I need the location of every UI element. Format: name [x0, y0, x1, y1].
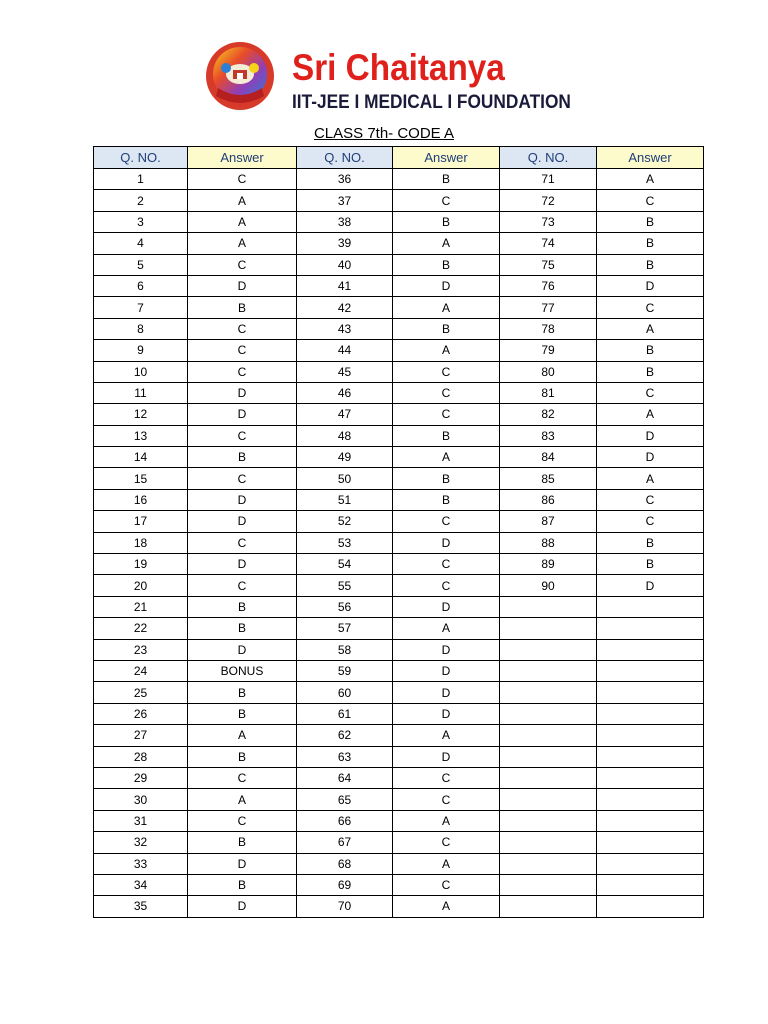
question-number-cell: 85 [500, 468, 597, 489]
table-row [94, 725, 704, 746]
table-row [94, 211, 704, 232]
answer-cell: B [188, 297, 297, 318]
table-row [94, 703, 704, 724]
answer-cell: A [393, 297, 500, 318]
answer-cell: D [393, 275, 500, 296]
question-number-cell [500, 874, 597, 895]
answer-cell: D [188, 853, 297, 874]
question-number-cell: 32 [94, 832, 188, 853]
answer-cell: C [393, 511, 500, 532]
answer-cell: C [188, 575, 297, 596]
question-number-cell: 30 [94, 789, 188, 810]
table-row [94, 169, 704, 190]
question-number-cell: 46 [297, 382, 393, 403]
question-number-cell [500, 703, 597, 724]
sri-chaitanya-logo-icon [204, 40, 276, 112]
table-row [94, 896, 704, 917]
answer-cell: C [597, 511, 704, 532]
column-header-qno: Q. NO. [500, 147, 597, 169]
answer-cell: D [393, 746, 500, 767]
answer-cell: A [393, 896, 500, 917]
question-number-cell: 60 [297, 682, 393, 703]
question-number-cell [500, 810, 597, 831]
answer-cell: C [393, 832, 500, 853]
question-number-cell: 38 [297, 211, 393, 232]
answer-cell: C [393, 789, 500, 810]
brand-name: Sri Chaitanya [292, 47, 505, 88]
question-number-cell: 81 [500, 382, 597, 403]
question-number-cell: 25 [94, 682, 188, 703]
question-number-cell: 87 [500, 511, 597, 532]
answer-cell: D [597, 447, 704, 468]
question-number-cell [500, 789, 597, 810]
question-number-cell: 70 [297, 896, 393, 917]
question-number-cell: 45 [297, 361, 393, 382]
question-number-cell: 7 [94, 297, 188, 318]
question-number-cell: 16 [94, 489, 188, 510]
question-number-cell: 88 [500, 532, 597, 553]
table-header [94, 147, 704, 169]
answer-cell: A [597, 404, 704, 425]
question-number-cell: 42 [297, 297, 393, 318]
question-number-cell: 57 [297, 618, 393, 639]
answer-cell: B [597, 340, 704, 361]
question-number-cell: 72 [500, 190, 597, 211]
answer-cell: B [393, 425, 500, 446]
question-number-cell: 54 [297, 554, 393, 575]
answer-cell: C [188, 767, 297, 788]
table-row [94, 767, 704, 788]
question-number-cell: 65 [297, 789, 393, 810]
question-number-cell: 43 [297, 318, 393, 339]
answer-cell [597, 896, 704, 917]
table-row [94, 832, 704, 853]
answer-cell: C [188, 169, 297, 190]
question-number-cell: 33 [94, 853, 188, 874]
question-number-cell: 84 [500, 447, 597, 468]
answer-cell [597, 703, 704, 724]
question-number-cell: 4 [94, 233, 188, 254]
column-header-answer: Answer [188, 147, 297, 169]
question-number-cell: 69 [297, 874, 393, 895]
question-number-cell: 80 [500, 361, 597, 382]
table-row [94, 532, 704, 553]
question-number-cell: 37 [297, 190, 393, 211]
question-number-cell: 39 [297, 233, 393, 254]
question-number-cell: 11 [94, 382, 188, 403]
answer-cell [597, 810, 704, 831]
answer-cell: B [597, 211, 704, 232]
answer-cell [597, 682, 704, 703]
column-header-answer: Answer [597, 147, 704, 169]
question-number-cell: 56 [297, 596, 393, 617]
page-title-text: CLASS 7th- CODE A [313, 125, 455, 142]
answer-cell: C [393, 190, 500, 211]
answer-cell [597, 832, 704, 853]
question-number-cell: 51 [297, 489, 393, 510]
answer-cell: B [188, 682, 297, 703]
question-number-cell: 68 [297, 853, 393, 874]
table-row [94, 340, 704, 361]
answer-cell [597, 660, 704, 681]
table-row [94, 361, 704, 382]
answer-cell: C [393, 382, 500, 403]
question-number-cell: 41 [297, 275, 393, 296]
question-number-cell [500, 618, 597, 639]
table-row [94, 810, 704, 831]
answer-cell: B [393, 318, 500, 339]
question-number-cell: 74 [500, 233, 597, 254]
table-row [94, 639, 704, 660]
table-row [94, 447, 704, 468]
question-number-cell [500, 639, 597, 660]
question-number-cell: 48 [297, 425, 393, 446]
answer-cell: C [597, 297, 704, 318]
answer-cell [597, 853, 704, 874]
question-number-cell: 62 [297, 725, 393, 746]
answer-cell: D [597, 575, 704, 596]
question-number-cell [500, 682, 597, 703]
answer-cell: D [597, 275, 704, 296]
question-number-cell [500, 767, 597, 788]
page-title [0, 124, 768, 144]
table-row [94, 575, 704, 596]
answer-cell [597, 618, 704, 639]
question-number-cell: 44 [297, 340, 393, 361]
table-row [94, 233, 704, 254]
answer-cell: C [188, 425, 297, 446]
question-number-cell: 58 [297, 639, 393, 660]
table-row [94, 511, 704, 532]
answer-cell: B [393, 468, 500, 489]
question-number-cell: 14 [94, 447, 188, 468]
answer-cell: D [188, 489, 297, 510]
question-number-cell: 78 [500, 318, 597, 339]
question-number-cell: 63 [297, 746, 393, 767]
column-header-answer: Answer [393, 147, 500, 169]
question-number-cell: 73 [500, 211, 597, 232]
table-row [94, 682, 704, 703]
table-row [94, 554, 704, 575]
answer-cell: C [188, 532, 297, 553]
question-number-cell: 17 [94, 511, 188, 532]
answer-cell: B [597, 554, 704, 575]
question-number-cell: 22 [94, 618, 188, 639]
answer-cell: A [393, 618, 500, 639]
table-row [94, 660, 704, 681]
table-row [94, 853, 704, 874]
answer-cell: B [188, 832, 297, 853]
table-row [94, 596, 704, 617]
question-number-cell: 8 [94, 318, 188, 339]
question-number-cell: 24 [94, 660, 188, 681]
question-number-cell: 50 [297, 468, 393, 489]
question-number-cell: 2 [94, 190, 188, 211]
answer-cell: A [393, 810, 500, 831]
question-number-cell: 6 [94, 275, 188, 296]
answer-cell [597, 874, 704, 895]
answer-cell [597, 596, 704, 617]
answer-cell: C [393, 554, 500, 575]
answer-cell: A [188, 233, 297, 254]
question-number-cell: 12 [94, 404, 188, 425]
question-number-cell: 79 [500, 340, 597, 361]
answer-cell: D [188, 511, 297, 532]
answer-cell: B [188, 447, 297, 468]
question-number-cell: 23 [94, 639, 188, 660]
question-number-cell: 71 [500, 169, 597, 190]
answer-cell: D [597, 425, 704, 446]
answer-cell: D [188, 554, 297, 575]
question-number-cell [500, 896, 597, 917]
question-number-cell [500, 596, 597, 617]
table-row [94, 318, 704, 339]
answer-cell: A [393, 233, 500, 254]
question-number-cell: 77 [500, 297, 597, 318]
question-number-cell: 66 [297, 810, 393, 831]
answer-cell: A [188, 725, 297, 746]
answer-cell: C [393, 361, 500, 382]
answer-cell: A [188, 211, 297, 232]
answer-cell: B [393, 169, 500, 190]
answer-cell: A [393, 853, 500, 874]
question-number-cell: 28 [94, 746, 188, 767]
question-number-cell: 76 [500, 275, 597, 296]
question-number-cell: 82 [500, 404, 597, 425]
table-row [94, 874, 704, 895]
answer-cell: B [393, 489, 500, 510]
question-number-cell: 21 [94, 596, 188, 617]
question-number-cell: 15 [94, 468, 188, 489]
answer-key-table [93, 146, 704, 918]
question-number-cell: 49 [297, 447, 393, 468]
answer-cell: C [393, 404, 500, 425]
table-row [94, 468, 704, 489]
question-number-cell: 52 [297, 511, 393, 532]
answer-cell: B [188, 874, 297, 895]
answer-cell: D [188, 639, 297, 660]
answer-cell [597, 789, 704, 810]
answer-cell: B [597, 233, 704, 254]
answer-cell: D [393, 703, 500, 724]
question-number-cell: 86 [500, 489, 597, 510]
answer-cell: A [597, 169, 704, 190]
answer-cell: A [188, 190, 297, 211]
answer-cell: A [393, 725, 500, 746]
question-number-cell: 18 [94, 532, 188, 553]
answer-cell: D [188, 404, 297, 425]
answer-cell: B [188, 618, 297, 639]
question-number-cell: 27 [94, 725, 188, 746]
answer-cell: D [393, 639, 500, 660]
answer-cell: C [188, 254, 297, 275]
answer-cell: D [393, 532, 500, 553]
question-number-cell: 26 [94, 703, 188, 724]
table-row [94, 789, 704, 810]
question-number-cell: 61 [297, 703, 393, 724]
table-row [94, 746, 704, 767]
answer-cell: A [188, 789, 297, 810]
question-number-cell: 67 [297, 832, 393, 853]
table-row [94, 297, 704, 318]
question-number-cell: 53 [297, 532, 393, 553]
question-number-cell [500, 660, 597, 681]
answer-cell: C [597, 190, 704, 211]
table-row [94, 254, 704, 275]
header [200, 38, 580, 118]
answer-cell: D [393, 682, 500, 703]
answer-cell [597, 767, 704, 788]
question-number-cell [500, 832, 597, 853]
table-row [94, 190, 704, 211]
answer-cell: B [597, 254, 704, 275]
answer-cell: B [188, 703, 297, 724]
answer-cell [597, 639, 704, 660]
answer-cell: C [393, 767, 500, 788]
question-number-cell: 75 [500, 254, 597, 275]
question-number-cell: 9 [94, 340, 188, 361]
answer-cell: A [393, 340, 500, 361]
answer-cell: D [393, 596, 500, 617]
table-row [94, 618, 704, 639]
question-number-cell: 47 [297, 404, 393, 425]
answer-cell: C [393, 575, 500, 596]
answer-cell: D [188, 382, 297, 403]
answer-cell: C [597, 489, 704, 510]
table-row [94, 404, 704, 425]
question-number-cell: 3 [94, 211, 188, 232]
answer-cell: D [188, 275, 297, 296]
answer-cell: C [188, 318, 297, 339]
table-row [94, 382, 704, 403]
header-row [94, 147, 704, 169]
question-number-cell: 13 [94, 425, 188, 446]
answer-cell: B [393, 254, 500, 275]
answer-cell: C [597, 382, 704, 403]
question-number-cell: 34 [94, 874, 188, 895]
answer-cell: B [188, 746, 297, 767]
question-number-cell [500, 853, 597, 874]
table-body [94, 169, 704, 918]
answer-cell: C [188, 468, 297, 489]
answer-cell [597, 746, 704, 767]
question-number-cell: 19 [94, 554, 188, 575]
table-row [94, 275, 704, 296]
answer-cell: C [188, 810, 297, 831]
question-number-cell: 89 [500, 554, 597, 575]
question-number-cell [500, 725, 597, 746]
answer-cell: D [393, 660, 500, 681]
question-number-cell: 36 [297, 169, 393, 190]
table-row [94, 489, 704, 510]
column-header-qno: Q. NO. [94, 147, 188, 169]
question-number-cell: 55 [297, 575, 393, 596]
question-number-cell: 10 [94, 361, 188, 382]
question-number-cell: 59 [297, 660, 393, 681]
answer-cell: B [597, 361, 704, 382]
question-number-cell: 35 [94, 896, 188, 917]
answer-cell: A [597, 468, 704, 489]
question-number-cell: 20 [94, 575, 188, 596]
question-number-cell: 1 [94, 169, 188, 190]
question-number-cell: 29 [94, 767, 188, 788]
question-number-cell: 5 [94, 254, 188, 275]
answer-cell: C [393, 874, 500, 895]
brand-tagline: IIT-JEE I MEDICAL I FOUNDATION [292, 92, 571, 113]
answer-cell: B [393, 211, 500, 232]
question-number-cell: 64 [297, 767, 393, 788]
answer-cell: A [393, 447, 500, 468]
column-header-qno: Q. NO. [297, 147, 393, 169]
question-number-cell: 90 [500, 575, 597, 596]
answer-cell: B [188, 596, 297, 617]
answer-cell: C [188, 340, 297, 361]
question-number-cell: 31 [94, 810, 188, 831]
answer-cell: C [188, 361, 297, 382]
answer-cell [597, 725, 704, 746]
question-number-cell: 83 [500, 425, 597, 446]
question-number-cell [500, 746, 597, 767]
table-row [94, 425, 704, 446]
answer-cell: A [597, 318, 704, 339]
answer-cell: B [597, 532, 704, 553]
answer-cell: BONUS [188, 660, 297, 681]
question-number-cell: 40 [297, 254, 393, 275]
answer-cell: D [188, 896, 297, 917]
